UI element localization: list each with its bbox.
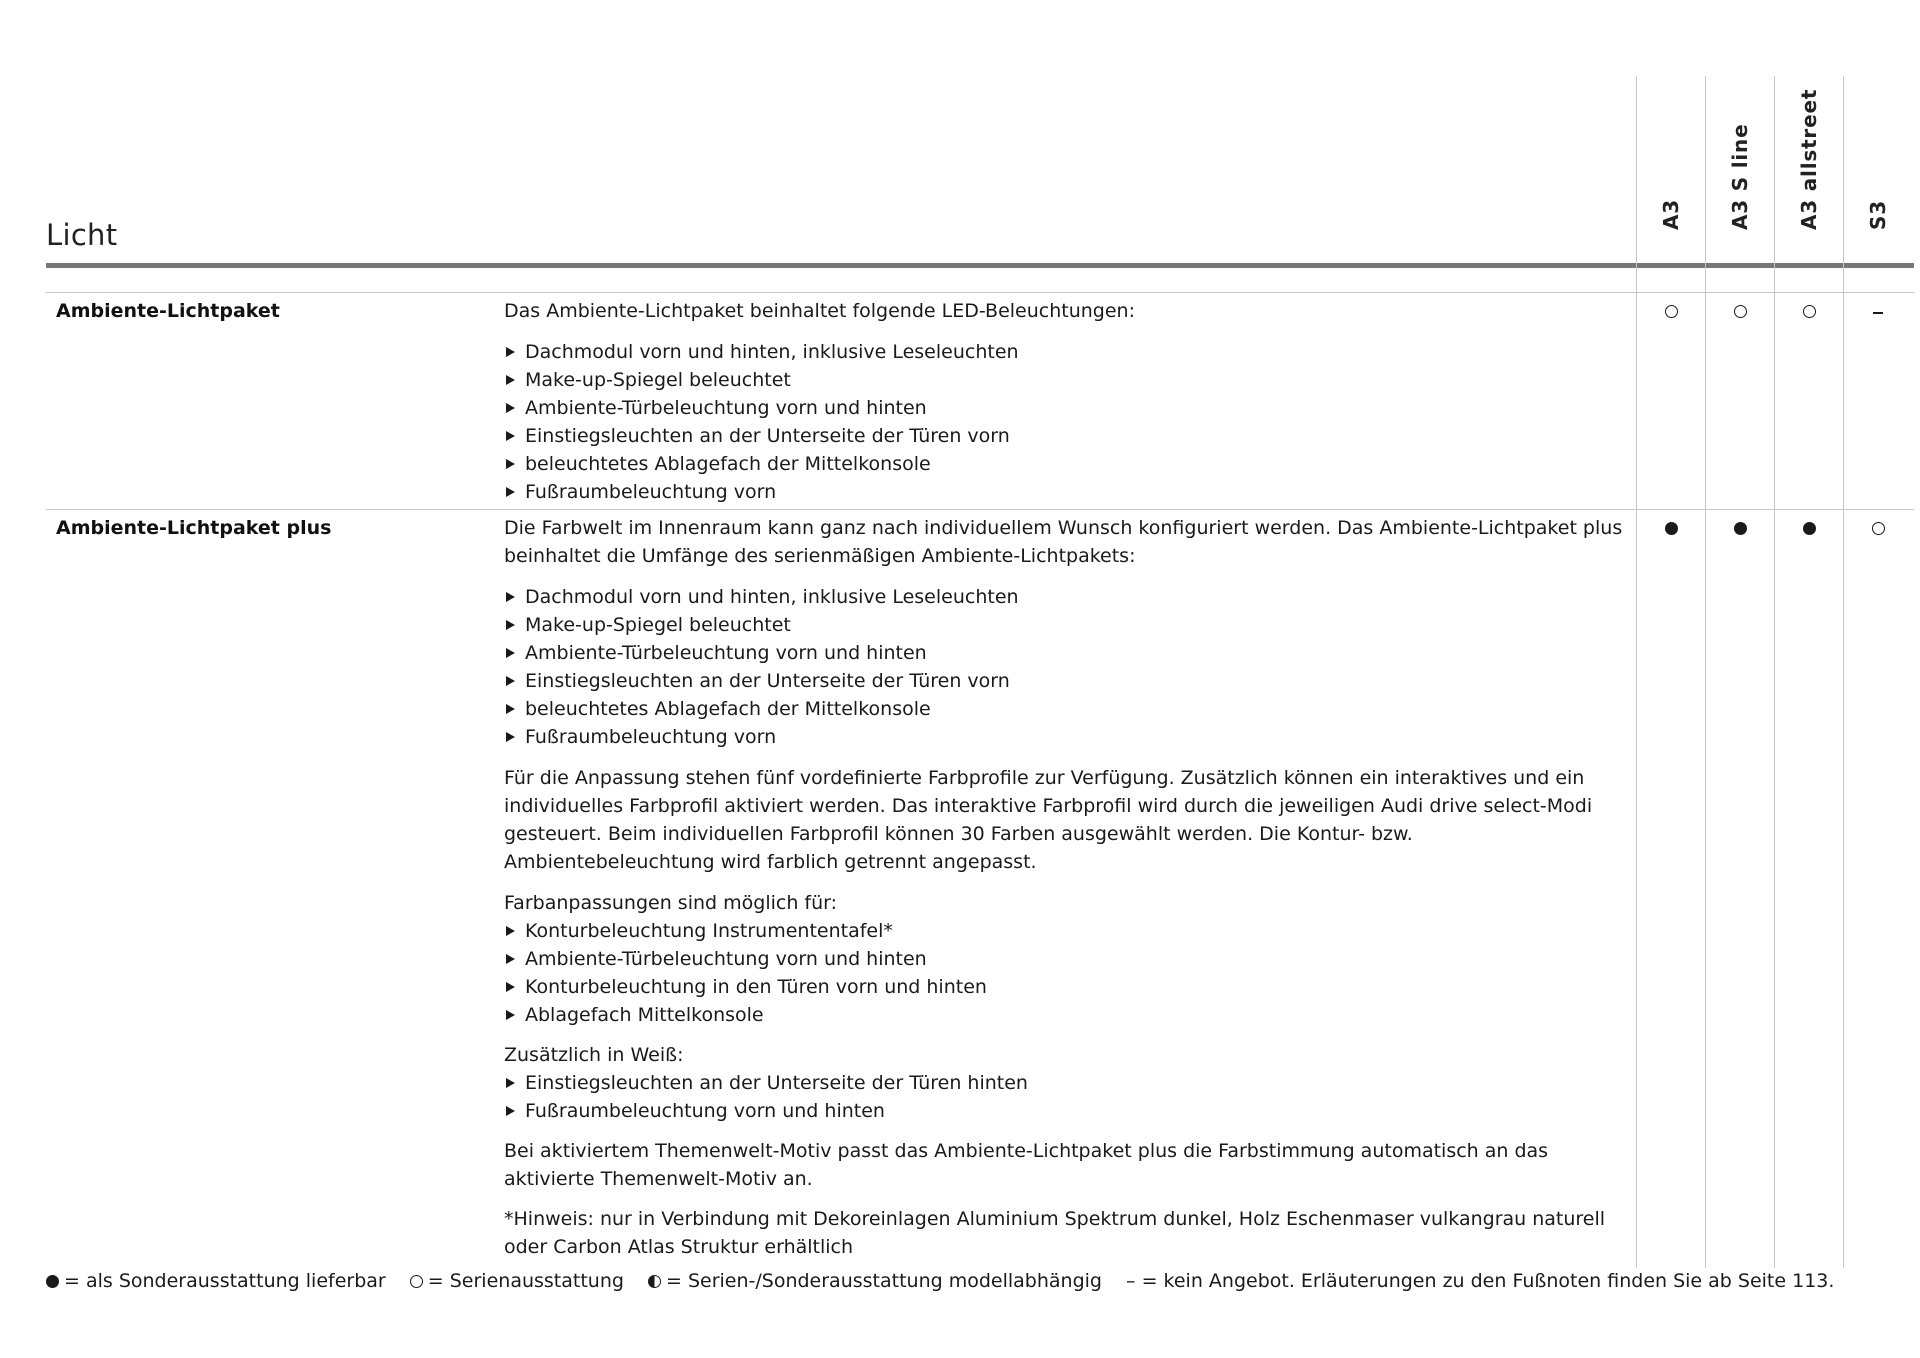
list-item: Fußraumbeleuchtung vorn xyxy=(504,478,1626,506)
column-header-a3-allstreet: A3 allstreet xyxy=(1797,88,1821,230)
color-list xyxy=(504,917,1626,1029)
legend-item-modell: = Serien-/Sonderausstattung modellabhängig xyxy=(648,1270,1102,1292)
feature-list xyxy=(504,338,1626,506)
filled-dot-icon xyxy=(1734,522,1747,535)
column-divider xyxy=(1636,76,1637,1268)
list-item: Einstiegsleuchten an der Unterseite der Türen vorn xyxy=(504,422,1626,450)
availability-mark xyxy=(1844,520,1912,540)
list-item: Einstiegsleuchten an der Unterseite der Türen hinten xyxy=(504,1069,1626,1097)
filled-dot-icon xyxy=(46,1275,59,1288)
column-divider xyxy=(1774,76,1775,1268)
filled-dot-icon xyxy=(1665,522,1678,535)
description-intro: Das Ambiente-Lichtpaket beinhaltet folgende LED-Beleuchtungen: xyxy=(504,300,1135,322)
availability-mark xyxy=(1637,303,1705,323)
row-description xyxy=(504,514,1626,1261)
legend-item-sonder: = als Sonderausstattung lieferbar xyxy=(46,1270,386,1292)
white-list xyxy=(504,1069,1626,1125)
availability-mark xyxy=(1775,520,1843,540)
ring-icon xyxy=(1734,305,1747,318)
list-item: beleuchtetes Ablagefach der Mittelkonsole xyxy=(504,695,1626,723)
column-divider xyxy=(1705,76,1706,1268)
list-item: Konturbeleuchtung Instrumententafel* xyxy=(504,917,1626,945)
availability-mark xyxy=(1775,303,1843,323)
column-header-a3-s-line: A3 S line xyxy=(1728,123,1752,230)
row-name: Ambiente-Lichtpaket xyxy=(56,300,280,322)
color-heading: Farbanpassungen sind möglich für: xyxy=(504,892,838,914)
row-divider xyxy=(46,292,1914,293)
list-item: Ambiente-Türbeleuchtung vorn und hinten xyxy=(504,639,1626,667)
column-header-a3: A3 xyxy=(1659,199,1683,230)
row-name: Ambiente-Lichtpaket plus xyxy=(56,517,332,539)
list-item: Dachmodul vorn und hinten, inklusive Leseleuchten xyxy=(504,338,1626,366)
availability-mark xyxy=(1844,303,1912,323)
ring-icon xyxy=(410,1275,423,1288)
list-item: Ablagefach Mittelkonsole xyxy=(504,1001,1626,1029)
theme-note: Bei aktiviertem Themenwelt-Motiv passt das Ambiente-Lichtpaket plus die Farbstimmung automatisch an das aktivierte Themenwelt-Motiv an. xyxy=(504,1140,1549,1190)
legend-item-serie: = Serienausstattung xyxy=(410,1270,624,1292)
description-paragraph: Für die Anpassung stehen fünf vordefinierte Farbprofile zur Verfügung. Zusätzlich können ein interaktives und ein individuelles Farbprofil aktiviert werden. Das interaktive Farbprofil wird durch die jeweiligen Audi drive select-Modi gesteuert. Beim individuellen Farbprofil können 30 Farben ausgewählt werden. Die Kontur- bzw. Ambientebeleuchtung wird farblich getrennt angepasst. xyxy=(504,767,1593,873)
list-item: Dachmodul vorn und hinten, inklusive Leseleuchten xyxy=(504,583,1626,611)
list-item: Konturbeleuchtung in den Türen vorn und hinten xyxy=(504,973,1626,1001)
legend xyxy=(46,1270,1852,1292)
dash-icon xyxy=(1873,312,1883,314)
hint-note: *Hinweis: nur in Verbindung mit Dekoreinlagen Aluminium Spektrum dunkel, Holz Eschenmaser vulkangrau naturell oder Carbon Atlas Struktur erhältlich xyxy=(504,1208,1606,1258)
ring-icon xyxy=(1803,305,1816,318)
half-dot-icon xyxy=(648,1275,661,1288)
availability-mark xyxy=(1706,303,1774,323)
title-rule xyxy=(46,263,1914,268)
filled-dot-icon xyxy=(1803,522,1816,535)
row-description xyxy=(504,297,1626,506)
availability-mark xyxy=(1706,520,1774,540)
column-header-s3: S3 xyxy=(1866,200,1890,230)
list-item: Fußraumbeleuchtung vorn und hinten xyxy=(504,1097,1626,1125)
availability-mark xyxy=(1637,520,1705,540)
list-item: Ambiente-Türbeleuchtung vorn und hinten xyxy=(504,394,1626,422)
list-item: Einstiegsleuchten an der Unterseite der Türen vorn xyxy=(504,667,1626,695)
list-item: Make-up-Spiegel beleuchtet xyxy=(504,366,1626,394)
list-item: Fußraumbeleuchtung vorn xyxy=(504,723,1626,751)
feature-list xyxy=(504,583,1626,751)
row-divider xyxy=(46,509,1914,510)
description-intro: Die Farbwelt im Innenraum kann ganz nach individuellem Wunsch konfiguriert werden. Das Ambiente-Lichtpaket plus beinhaltet die Umfänge des serienmäßigen Ambiente-Lichtpakets: xyxy=(504,517,1623,567)
column-divider xyxy=(1843,76,1844,1268)
legend-item-kein: – = kein Angebot. Erläuterungen zu den Fußnoten finden Sie ab Seite 113. xyxy=(1126,1270,1835,1292)
white-heading: Zusätzlich in Weiß: xyxy=(504,1044,684,1066)
ring-icon xyxy=(1872,522,1885,535)
ring-icon xyxy=(1665,305,1678,318)
list-item: Make-up-Spiegel beleuchtet xyxy=(504,611,1626,639)
list-item: beleuchtetes Ablagefach der Mittelkonsole xyxy=(504,450,1626,478)
list-item: Ambiente-Türbeleuchtung vorn und hinten xyxy=(504,945,1626,973)
section-title: Licht xyxy=(46,218,118,252)
